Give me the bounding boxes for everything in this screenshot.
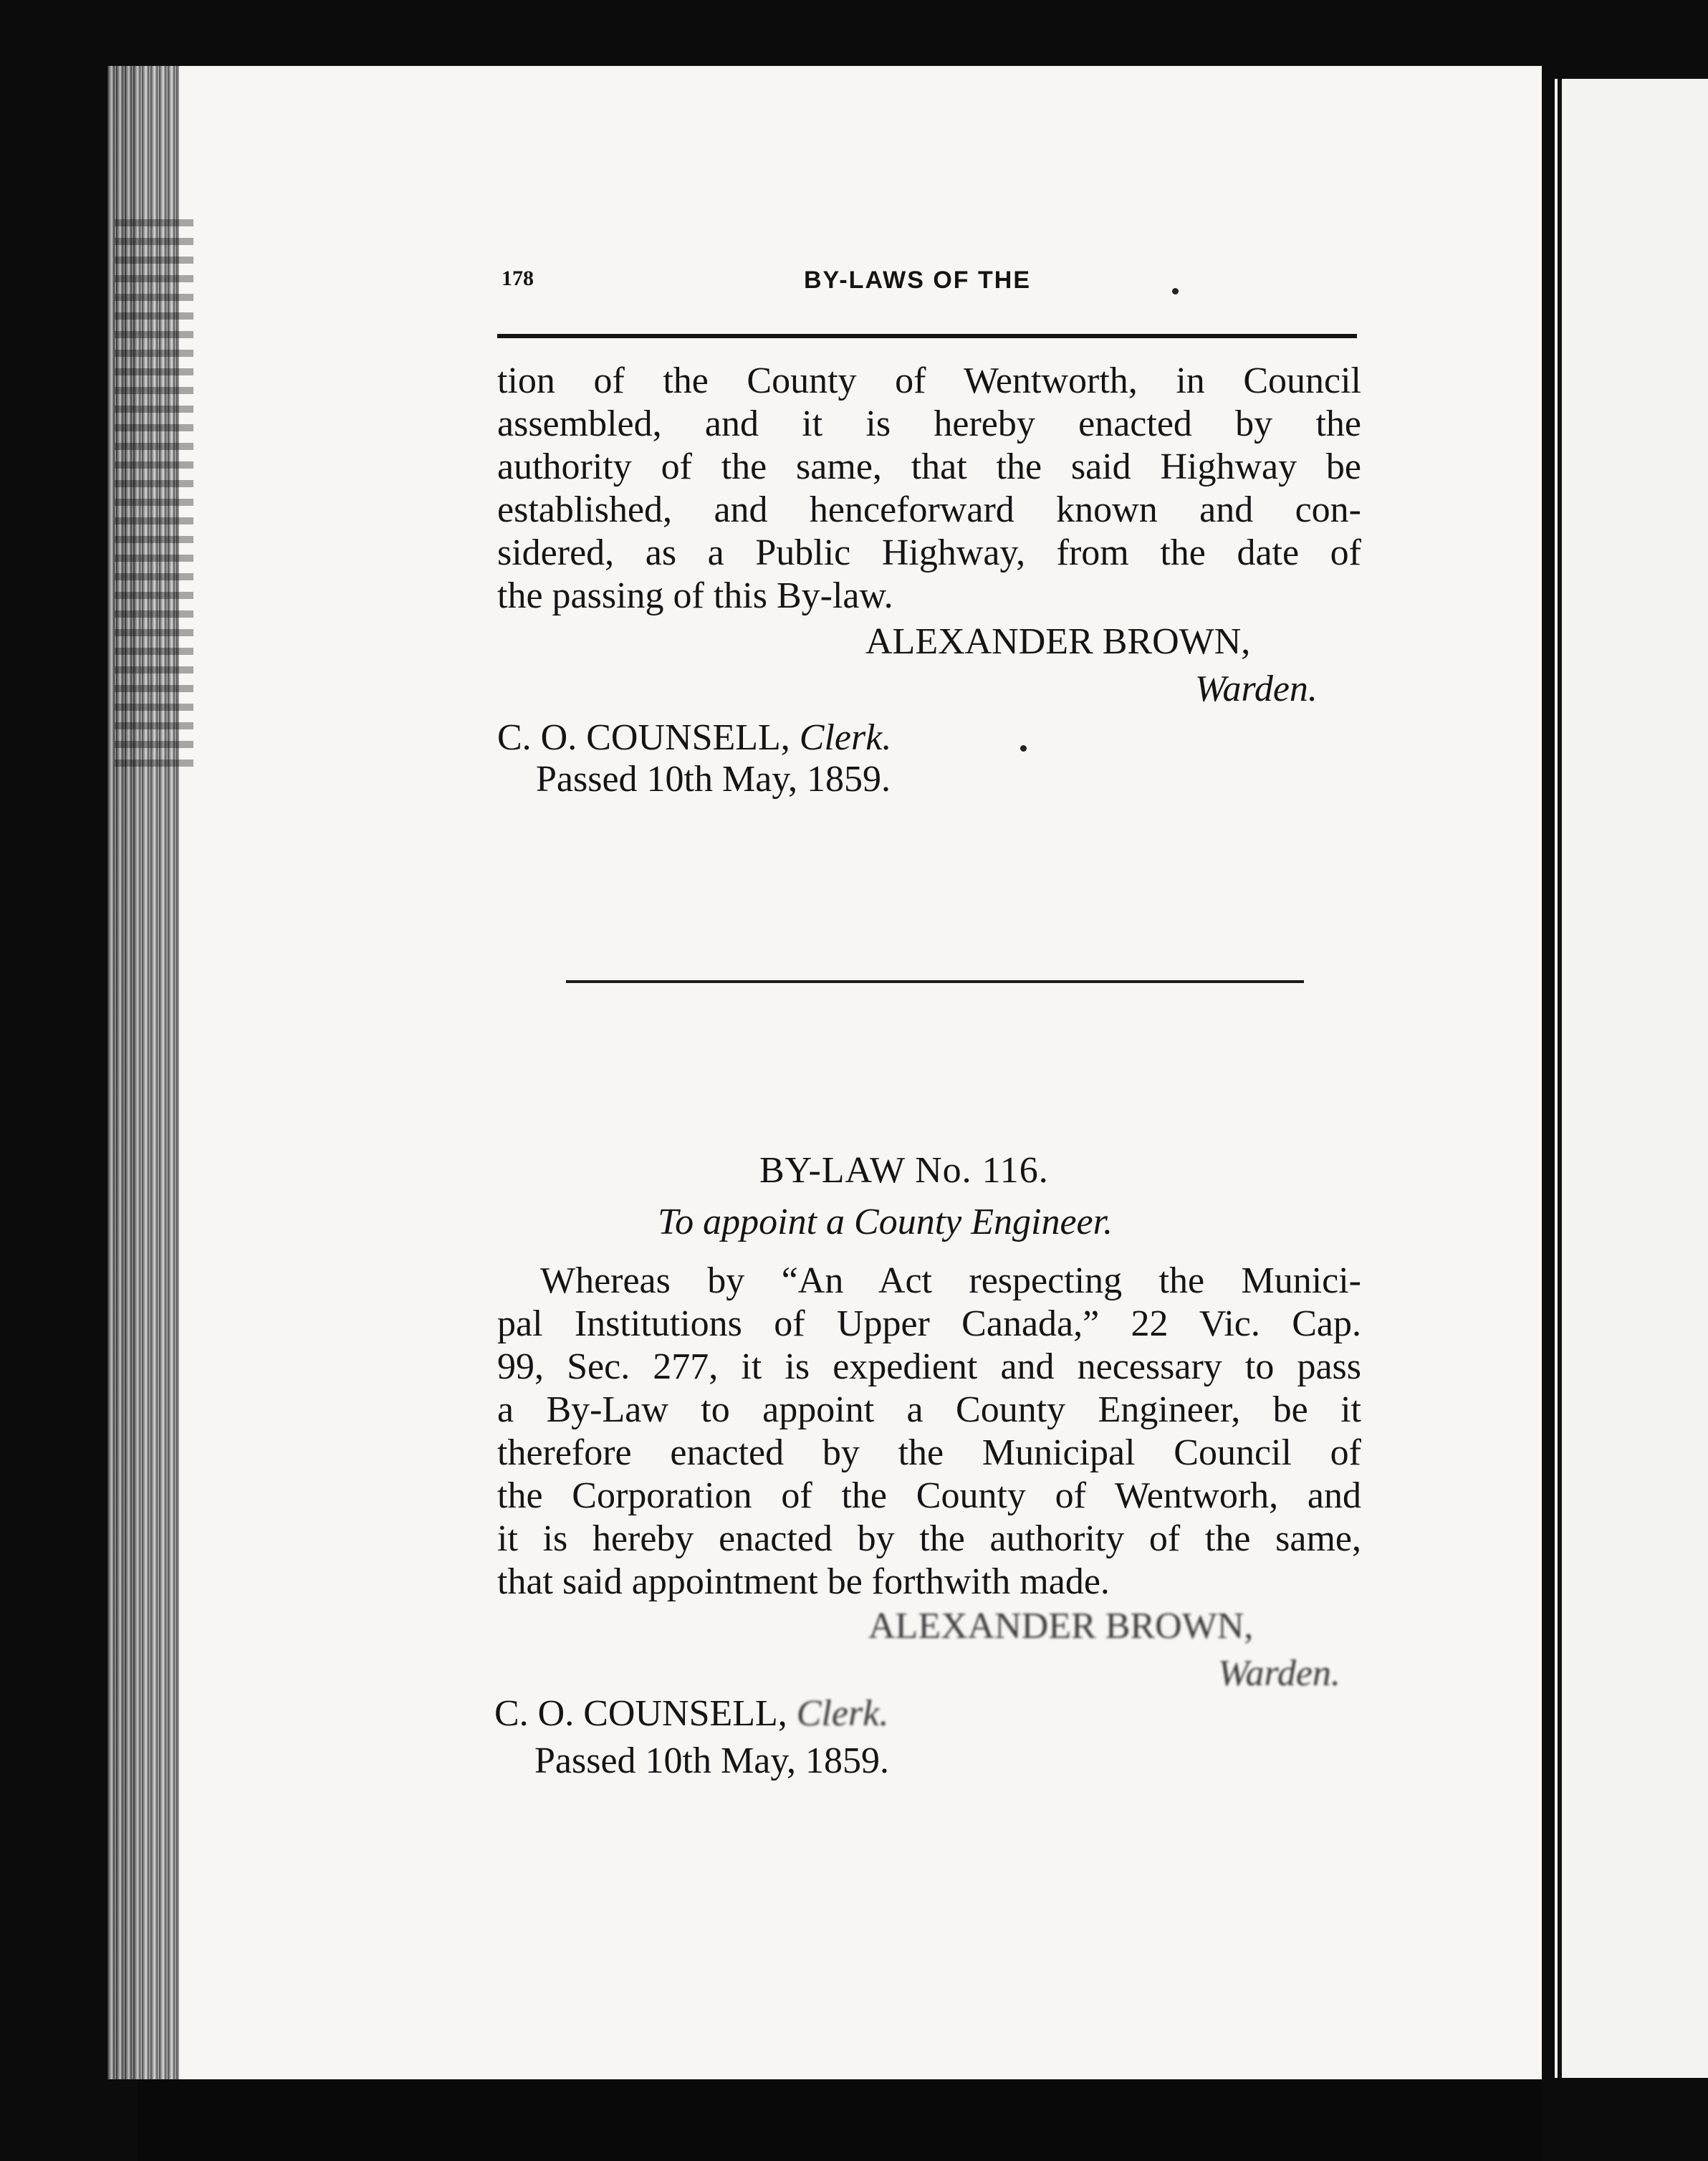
running-title: BY-LAWS OF THE (804, 267, 1031, 294)
header-rule (497, 334, 1357, 338)
print-speck (1020, 745, 1027, 752)
print-speck (1172, 288, 1179, 294)
signatory-name: ALEXANDER BROWN, (865, 621, 1251, 662)
signatory-name: ALEXANDER BROWN, (868, 1606, 1254, 1647)
passed-date: Passed 10th May, 1859. (534, 1740, 889, 1781)
clerk-name: C. O. COUNSELL, (494, 1693, 787, 1734)
bylaw-title: BY-LAW No. 116. (759, 1150, 1049, 1191)
body-line: therefore enacted by the Municipal Council of (497, 1432, 1361, 1473)
body-line: that said appointment be forthwith made. (497, 1561, 1110, 1602)
page-number: 178 (502, 267, 534, 290)
body-line: established, and henceforward known and con- (497, 489, 1361, 530)
first-bylaw-body (497, 360, 1361, 618)
body-line: tion of the County of Wentworth, in Council (497, 360, 1361, 401)
second-bylaw-body (497, 1260, 1361, 1604)
gutter-line (1558, 79, 1562, 2078)
clerk-title: Clerk. (799, 717, 892, 758)
body-line: a By-Law to appoint a County Engineer, be it (497, 1389, 1361, 1430)
body-line: it is hereby enacted by the authority of the same, (497, 1518, 1361, 1559)
clerk-title: Clerk. (796, 1693, 889, 1734)
passed-date: Passed 10th May, 1859. (536, 759, 891, 800)
signatory-title: Warden. (1195, 669, 1318, 709)
body-line: the passing of this By-law. (497, 575, 893, 616)
bylaw-subtitle: To appoint a County Engineer. (658, 1202, 1113, 1242)
section-divider (566, 980, 1304, 983)
body-line: the Corporation of the County of Wentworh, and (497, 1475, 1361, 1516)
body-line: sidered, as a Public Highway, from the date of (497, 532, 1361, 573)
body-line: assembled, and it is hereby enacted by the (497, 403, 1361, 444)
body-line: authority of the same, that the said Highway be (497, 446, 1361, 487)
body-line: pal Institutions of Upper Canada,” 22 Vic. Cap. (497, 1303, 1361, 1344)
facing-page (1555, 79, 1708, 2078)
scan-border (138, 2079, 1542, 2161)
clerk-signature (497, 717, 891, 759)
library-stamp (115, 208, 193, 767)
clerk-name: C. O. COUNSELL, (497, 717, 790, 758)
body-line: Whereas by “An Act respecting the Munici- (540, 1260, 1361, 1301)
signatory-title: Warden. (1218, 1653, 1340, 1694)
body-line: 99, Sec. 277, it is expedient and necessary to pass (497, 1346, 1361, 1387)
clerk-signature (494, 1692, 888, 1735)
